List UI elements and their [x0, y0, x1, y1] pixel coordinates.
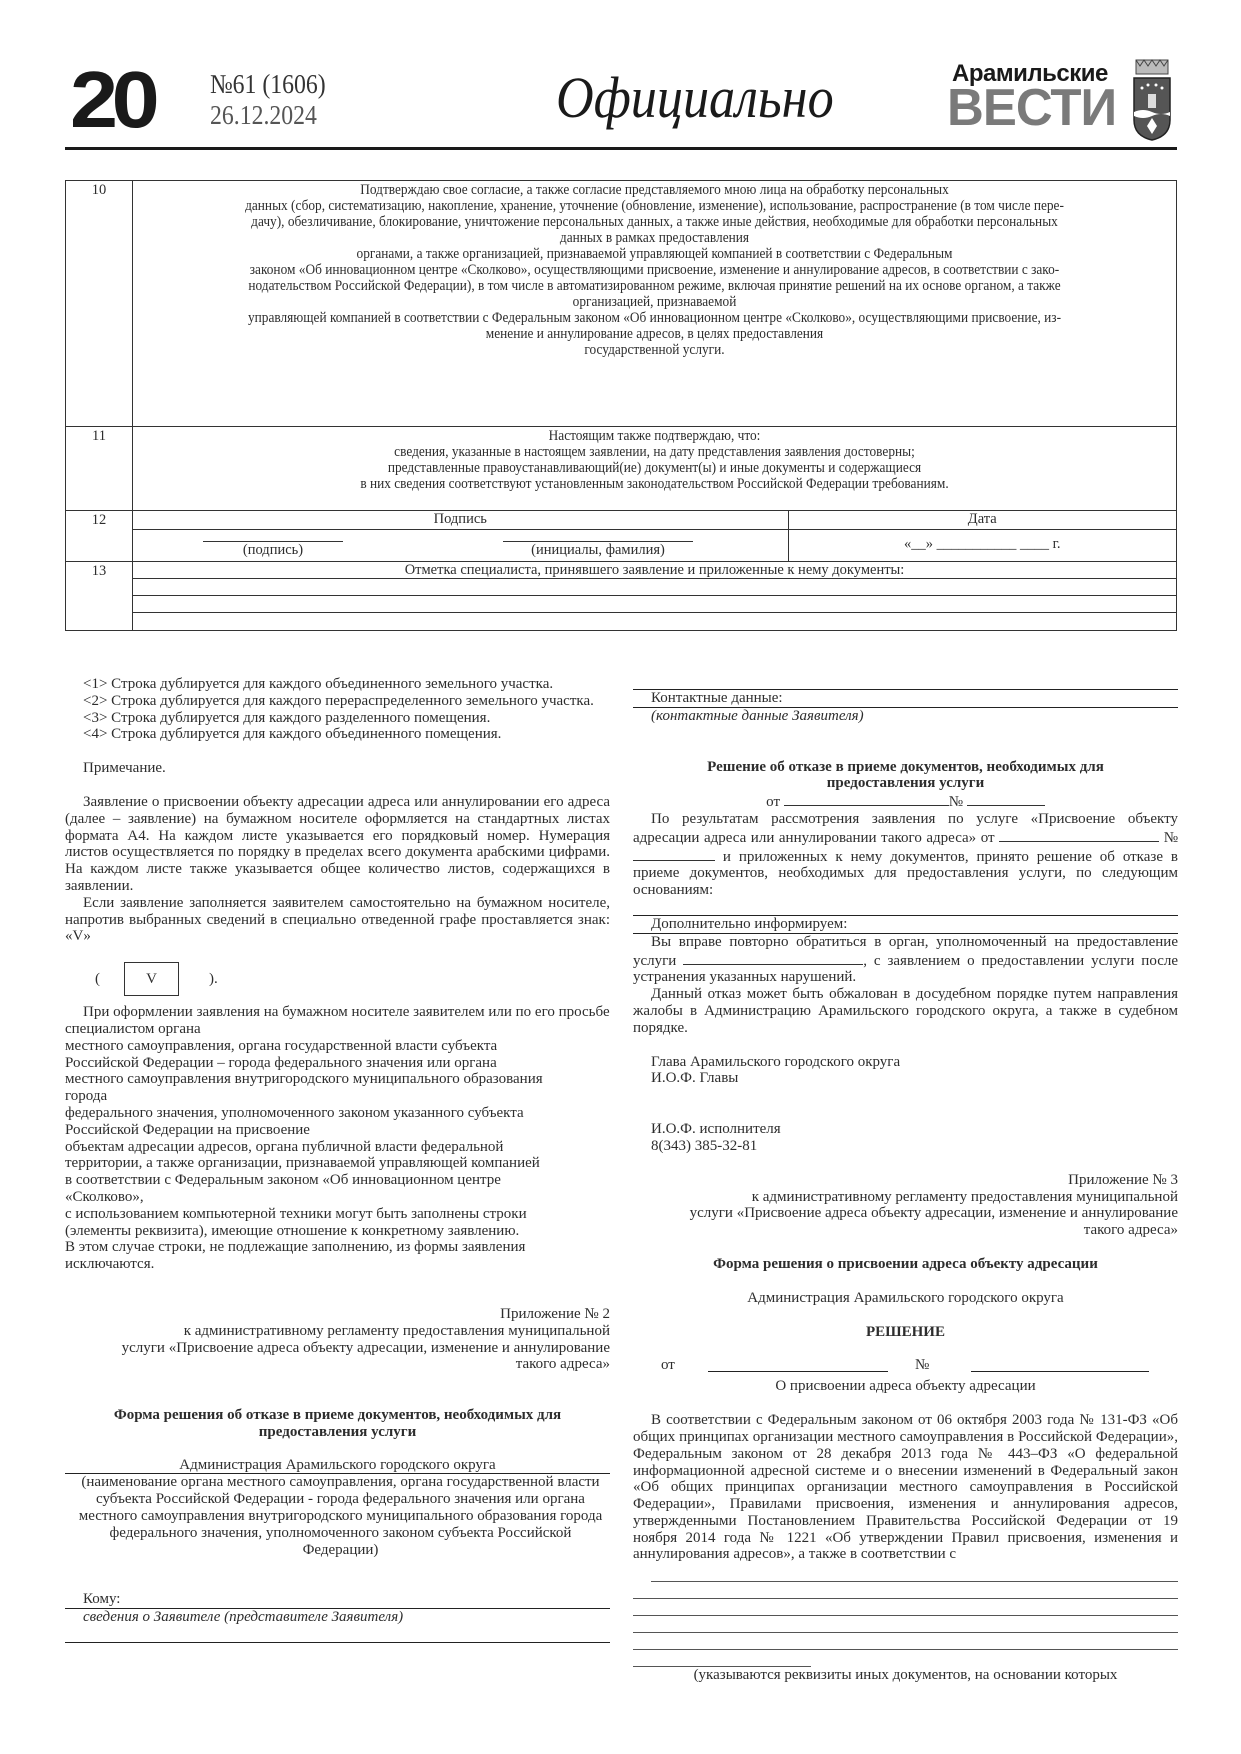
consent-line: органами, а также организацией, признаваемой управляющей компанией в соответствии с Федеральным [356, 246, 953, 262]
decision-number-field[interactable] [967, 792, 1045, 806]
page-number: 20 [70, 55, 154, 144]
note-line: с использованием компьютерной техники могут быть заполнены строки [65, 1205, 527, 1222]
right-column [633, 676, 1178, 1684]
requisites-lines [633, 1565, 1178, 1667]
page-header [0, 0, 1241, 150]
from-label: от [661, 1357, 675, 1374]
signature-header: Подпись [133, 511, 788, 529]
signature-field[interactable]: (подпись) [203, 541, 343, 558]
note-line: местного самоуправления внутригородского муниципального образования [65, 1071, 543, 1088]
check-mark-box: V [124, 962, 179, 996]
row-number: 12 [66, 511, 133, 562]
decision-paragraph [633, 811, 1178, 899]
specialist-mark-line[interactable] [133, 613, 1176, 630]
requisites-line[interactable] [651, 1565, 1178, 1582]
note-line: (элементы реквизита), имеющие отношение к конкретному заявлению. [65, 1222, 520, 1239]
requisites-caption: (указываются реквизиты иных документов, на основании которых [693, 1667, 1118, 1684]
name-field[interactable]: (инициалы, фамилия) [503, 541, 693, 558]
row-number: 11 [66, 427, 133, 511]
contacts-line[interactable] [633, 676, 1178, 690]
note-paragraph: Если заявление заполняется заявителем самостоятельно на бумажном носителе, напротив выбранных сведений в специально отведенной графе проставляется знак: «V» [65, 894, 610, 945]
executor-phone: 8(343) 385-32-81 [651, 1137, 758, 1154]
application-number-field[interactable] [633, 847, 715, 861]
date-header: Дата [788, 511, 1176, 529]
appendix-title: Приложение № 2 [500, 1305, 610, 1322]
decision-date-field[interactable] [708, 1357, 888, 1372]
appendix-line: такого адреса» [515, 1356, 610, 1373]
appendix-title: Приложение № 3 [1068, 1171, 1178, 1188]
appendix-line: к административному регламенту предоставления муниципальной [183, 1322, 610, 1339]
recipient-caption: сведения о Заявителе (представителе Заявителя) [83, 1609, 404, 1626]
note-line: При оформлении заявления на бумажном носителе заявителем или по его просьбе специалистом органа [65, 1004, 610, 1037]
note-line: местного самоуправления, органа государственной власти субъекта [65, 1037, 498, 1054]
consent-line: данных (сбор, систематизацию, накопление, хранение, уточнение (обновление, изменение), использование, распространение (в том числе пере- [245, 198, 1064, 214]
head-title: Глава Арамильского городского округа [651, 1053, 901, 1070]
footnote: <2> Строка дублируется для каждого перераспределенного земельного участка. [83, 692, 594, 709]
consent-text [133, 181, 1177, 427]
table-row [66, 562, 1177, 631]
paren-close: ). [209, 970, 218, 987]
confirmation-line: в них сведения соответствуют установленным законодательством Российской Федерации требованиям. [360, 476, 949, 492]
legal-basis-paragraph: В соответствии с Федеральным законом от 06 октября 2003 года № 131-ФЗ «Об общих принципах организации местного самоуправления в Российской Федерации», Федеральным законом от 28 декабря 2013 года № 443–ФЗ «О федеральной информационной адресной системе и о внесении изменений в Федеральный закон «Об общих принципах организации местного самоуправления в Российской Федерации», Правилами присвоения, изменения и аннулирования адресов, утвержденными Постановлением Правительства Российской Федерации от 19 ноября 2014 года № 1221 «Об утверждении Правил присвоения, изменения и аннулирования адресов», а также в соответствии с [633, 1412, 1178, 1563]
confirmation-line: Настоящим также подтверждаю, что: [548, 428, 761, 444]
additional-label: Дополнительно информируем: [633, 916, 1178, 934]
from-label: от [766, 794, 781, 811]
appendix-line: услуги «Присвоение адреса объекту адресации, изменение и аннулирование [689, 1205, 1178, 1222]
note-line: территории, а также организации, признаваемой управляющей компанией [65, 1155, 540, 1172]
section-rubric: Официально [556, 65, 834, 130]
note-line: федерального значения, уполномоченного законом указанного субъекта [65, 1104, 524, 1121]
appeal-paragraph: Данный отказ может быть обжалован в досудебном порядке путем направления жалобы в Администрацию Арамильского городского округа, а также в судебном порядке. [633, 986, 1178, 1036]
requisites-line[interactable] [633, 1599, 1178, 1616]
footnote: <4> Строка дублируется для каждого объединенного помещения. [83, 726, 502, 743]
table-row [66, 181, 1177, 427]
appendix-3-header [633, 1172, 1178, 1239]
requisites-line[interactable] [633, 1616, 1178, 1633]
confirmation-text [133, 427, 1177, 511]
consent-line: Подтверждаю свое согласие, а также согласие представляемого мною лица на обработку персональных [360, 182, 949, 198]
head-name: И.О.Ф. Главы [651, 1070, 739, 1087]
note-line: Российской Федерации на присвоение [65, 1121, 310, 1138]
application-form-table [65, 180, 1177, 631]
recipient-label: Кому: [65, 1591, 610, 1609]
note-line: Российской Федерации – города федерального значения или органа [65, 1054, 497, 1071]
issue-number: №61 (1606) [210, 69, 326, 99]
check-mark-example [95, 962, 610, 996]
header-divider [65, 147, 1177, 150]
appendix-line: к административному регламенту предоставления муниципальной [751, 1188, 1178, 1205]
paren-open: ( [95, 970, 100, 987]
note-line: исключаются. [65, 1256, 155, 1273]
row-number: 10 [66, 181, 133, 427]
brand-name-main: ВЕСТИ [947, 79, 1117, 137]
decision-date-field[interactable] [784, 792, 949, 806]
date-field[interactable]: «__» ___________ ____ г. [903, 535, 1061, 552]
note-line: в соответствии с Федеральным законом «Об инновационном центре [65, 1172, 501, 1189]
number-sign: № [1163, 829, 1178, 846]
specialist-mark-line[interactable] [133, 579, 1176, 596]
grounds-line[interactable] [633, 899, 1178, 916]
form-title: Форма решения об отказе в приеме документов, необходимых для предоставления услуги [113, 1407, 562, 1440]
contacts-caption: (контактные данные Заявителя) [651, 707, 864, 724]
consent-line: законом «Об инновационном центре «Сколково», осуществляющими присвоение, изменение и аннулирование адресов, в соответствии с зако- [249, 262, 1060, 278]
left-column [65, 676, 610, 1643]
requisites-line[interactable] [633, 1633, 1178, 1650]
additional-text: Вы вправе повторно обратиться в орган, уполномоченный на предоставление услуги [633, 933, 1178, 969]
decision-text: По результатам рассмотрения заявления по услуге «Присвоение объекту адресации адреса или аннулировании такого адреса» от [633, 810, 1178, 846]
consent-line: государственной услуги. [584, 342, 725, 358]
appendix-line: услуги «Присвоение адреса объекту адресации, изменение и аннулирование [121, 1339, 610, 1356]
specialist-mark-line[interactable] [133, 596, 1176, 613]
authority-name: Администрация Арамильского городского округа [747, 1289, 1064, 1306]
number-sign: № [948, 794, 964, 811]
note-line: объектам адресации адресов, органа публичной власти федеральной [65, 1138, 504, 1155]
decision-number-line [633, 792, 1178, 811]
appendix-line: такого адреса» [1083, 1222, 1178, 1239]
footnote: <3> Строка дублируется для каждого разделенного помещения. [83, 709, 491, 726]
consent-line: управляющей компанией в соответствии с Федеральным законом «Об инновационном центре «Сколково», осуществляющими присвоение, из- [247, 310, 1062, 326]
note-line: В этом случае строки, не подлежащие заполнению, из формы заявления [65, 1239, 526, 1256]
appendix-2-header [65, 1306, 610, 1373]
confirmation-line: представленные правоустанавливающий(ие) документ(ы) и иные документы и содержащиеся [387, 460, 922, 476]
contacts-label: Контактные данные: [633, 690, 1178, 708]
consent-line: нодательством Российской Федерации), в том числе в автоматизированном режиме, включая принятие решений на их основе органом, а также [248, 278, 1061, 294]
consent-line: дачу), обезличивание, блокирование, уничтожение персональных данных, а также иные действия, необходимые для обработки персональных [251, 214, 1058, 230]
decision-text: и приложенных к нему документов, принято решение об отказе в приеме документов, необходимых для предоставления услуги, по следующим основаниям: [633, 848, 1178, 899]
note-title: Примечание. [83, 760, 166, 777]
decision-subject: О присвоении адреса объекту адресации [775, 1378, 1036, 1395]
footnote: <1> Строка дублируется для каждого объединенного земельного участка. [83, 676, 554, 692]
specialist-mark-label: Отметка специалиста, принявшего заявление и приложенные к нему документы: [133, 562, 1176, 579]
note-line: «Сколково», [65, 1188, 144, 1205]
table-row [66, 511, 1177, 562]
coat-of-arms-icon [1130, 58, 1174, 142]
decision-title: Решение об отказе в приеме документов, необходимых для предоставления услуги [707, 758, 1104, 792]
consent-line: данных в рамках предоставления [559, 230, 750, 246]
number-sign: № [915, 1357, 930, 1374]
application-date-field[interactable] [999, 828, 1159, 842]
requisites-line[interactable] [633, 1650, 811, 1667]
decision-requisites-line [633, 1357, 1178, 1374]
brand-name-top: Арамильские [952, 60, 1108, 87]
table-row [66, 427, 1177, 511]
requisites-line[interactable] [633, 1582, 1178, 1599]
consent-line: менение и аннулирование адресов, в целях предоставления [485, 326, 824, 342]
authority-field[interactable] [683, 951, 863, 965]
consent-line: организацией, признаваемой [572, 294, 737, 310]
executor-name: И.О.Ф. исполнителя [651, 1121, 781, 1138]
additional-paragraph [633, 934, 1178, 986]
note-line: города [65, 1088, 108, 1105]
decision-number-field[interactable] [971, 1357, 1149, 1372]
note-paragraph: Заявление о присвоении объекту адресации адреса или аннулировании его адреса (далее – заявление) на бумажном носителе оформляется на стандартных листах формата А4. На каждом листе указывается его порядковый номер. Нумерация листов осуществляется по порядку в пределах всего документа арабскими цифрами. На каждом листе также указывается общее количество листов, содержащихся в заявлении. [65, 793, 610, 894]
recipient-line[interactable] [65, 1626, 610, 1643]
confirmation-line: сведения, указанные в настоящем заявлении, на дату представления заявления достоверны; [394, 444, 915, 460]
issue-date: 26.12.2024 [210, 100, 317, 130]
decision-word: РЕШЕНИЕ [866, 1323, 945, 1340]
note-paragraph [65, 1004, 610, 1273]
authority-caption: (наименование органа местного самоуправления, органа государственной власти субъекта Российской Федерации - города федерального значения или органа местного самоуправления внутригородского муниципального образования города федерального значения, уполномоченного законом субъекта Российской Федерации) [78, 1474, 603, 1558]
authority-name: Администрация Арамильского городского округа [65, 1457, 610, 1475]
row-number: 13 [66, 562, 133, 631]
additional-text: , с заявлением о предоставлении услуги после устранения указанных нарушений. [633, 952, 1179, 986]
form3-title: Форма решения о присвоении адреса объекту адресации [713, 1255, 1098, 1272]
